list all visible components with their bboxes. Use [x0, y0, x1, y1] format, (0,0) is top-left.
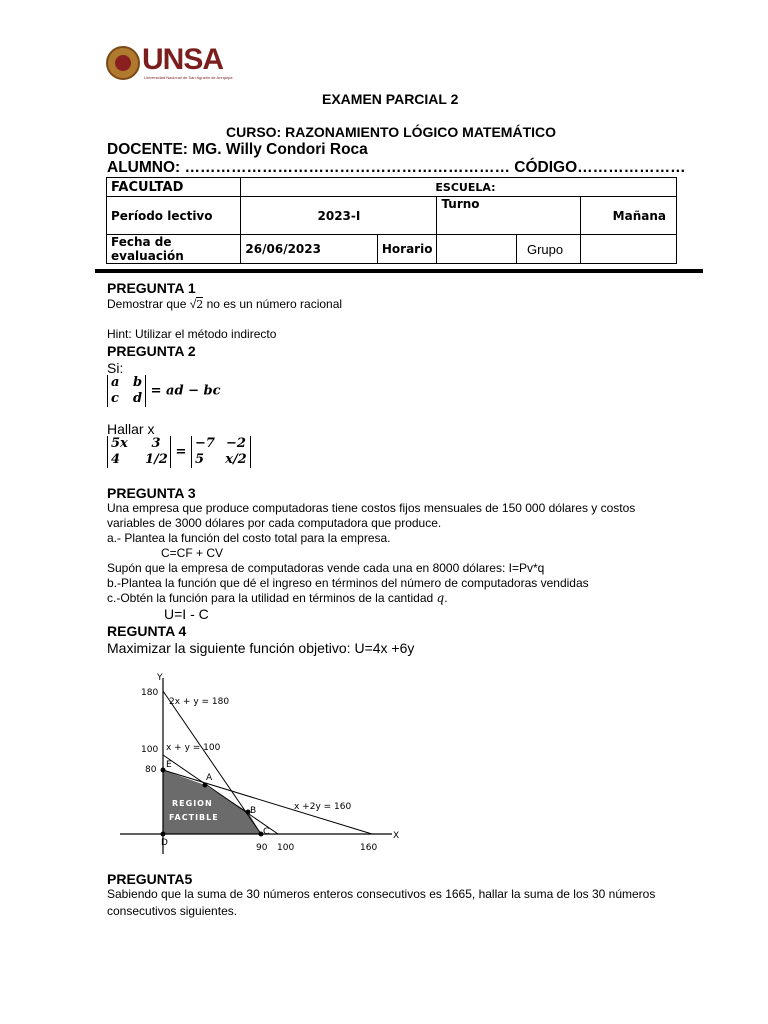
det-2x2 — [107, 375, 146, 407]
x-tick-90: 90 — [256, 843, 268, 853]
divider — [95, 269, 703, 273]
y-tick-80: 80 — [145, 765, 157, 775]
q3-line5: Supón que la empresa de computadoras vende cada una en 8000 dólares: I=Pv*q — [107, 561, 545, 575]
m-b: b — [133, 375, 143, 390]
q3-line3: a.- Plantea la función del costo total para la empresa. — [107, 531, 391, 545]
q1-title: PREGUNTA 1 — [107, 280, 196, 296]
q5-title: PREGUNTA5 — [107, 871, 193, 887]
label-point-b: B — [250, 806, 257, 816]
q3-line6: b.-Plantea la función que dé el ingreso en términos del número de computadoras vendidas — [107, 576, 589, 590]
exam-title: EXAMEN PARCIAL 2 — [322, 91, 459, 107]
graph-svg — [110, 668, 410, 858]
turno-label: Turno — [437, 197, 581, 235]
r22: x/2 — [225, 452, 247, 467]
label-point-a: A — [206, 773, 213, 783]
y-tick-180: 180 — [141, 688, 159, 698]
unsa-logo — [104, 43, 233, 84]
r21: 5 — [194, 452, 205, 467]
q4-title: REGUNTA 4 — [107, 623, 187, 639]
periodo-label: Período lectivo — [107, 197, 241, 235]
point-d — [161, 832, 166, 837]
q4-text: Maximizar la siguiente función objetivo: U=4x +6y — [107, 640, 415, 656]
equals: = — [175, 444, 187, 460]
label-point-d: D — [161, 838, 168, 848]
r12: −2 — [225, 436, 246, 451]
label-line1: 2x + y = 180 — [169, 697, 230, 707]
q2-definition — [107, 375, 221, 407]
q3-line8: U=I - C — [164, 606, 209, 622]
x-tick-160: 160 — [360, 843, 378, 853]
m-d: d — [133, 391, 143, 406]
horario-label: Horario — [377, 235, 437, 264]
q1-hint: Hint: Utilizar el método indirecto — [107, 327, 277, 341]
q1-text-before: Demostrar que — [107, 297, 190, 311]
q2-si: Si: — [107, 360, 124, 376]
right-det — [191, 436, 251, 468]
q3-line2: variables de 3000 dólares por cada computadora que produce. — [107, 516, 442, 530]
q1-text-after: no es un número racional — [203, 297, 343, 311]
turno-value: Mañana — [581, 197, 677, 235]
point-a — [203, 783, 208, 788]
r11: −7 — [194, 436, 215, 451]
y-axis-label: Y — [157, 673, 163, 683]
q3-var-q: q — [436, 591, 445, 605]
q3-line7 — [107, 591, 448, 605]
x-tick-100: 100 — [277, 843, 295, 853]
q2-equation — [107, 436, 251, 468]
label-point-e: E — [166, 760, 172, 770]
teacher-line: DOCENTE: MG. Willy Condori Roca — [107, 141, 368, 158]
m-a: a — [111, 375, 120, 390]
q3-title: PREGUNTA 3 — [107, 485, 196, 501]
horario-value — [437, 235, 517, 264]
x-axis-label: X — [393, 831, 400, 841]
feasible-region-graph — [110, 668, 410, 858]
fecha-value: 26/06/2023 — [241, 235, 377, 264]
periodo-value: 2023-I — [241, 197, 437, 235]
l12: 3 — [151, 436, 161, 451]
q5-line2: consecutivos siguientes. — [107, 904, 238, 918]
grupo-value — [581, 235, 677, 264]
l22: 1/2 — [145, 452, 168, 467]
q3-line7-end: . — [444, 591, 448, 605]
label-line2: x + y = 100 — [166, 743, 221, 753]
def-rhs: = ad − bc — [150, 383, 221, 399]
course-title: CURSO: RAZONAMIENTO LÓGICO MATEMÁTICO — [226, 124, 557, 140]
q2-hallar: Hallar x — [107, 421, 155, 437]
region-label-1: REGION — [172, 799, 213, 808]
facultad-label: FACULTAD — [107, 178, 241, 197]
point-e — [161, 768, 166, 773]
grupo-label: Grupo — [516, 235, 580, 264]
region-label-2: FACTIBLE — [169, 813, 219, 822]
y-tick-100: 100 — [141, 745, 159, 755]
escuela-label: ESCUELA: — [241, 178, 677, 197]
q2-title: PREGUNTA 2 — [107, 343, 196, 359]
q3-line7-text: c.-Obtén la función para la utilidad en términos de la cantidad — [107, 591, 437, 605]
fecha-label: Fecha de evaluación — [107, 235, 241, 264]
left-det — [107, 436, 171, 468]
m-c: c — [111, 391, 119, 406]
sqrt-radicand: 2 — [196, 298, 204, 311]
l21: 4 — [111, 452, 121, 467]
q3-line1: Una empresa que produce computadoras tiene costos fijos mensuales de 150 000 dólares y costos — [107, 501, 636, 515]
university-seal-icon — [106, 46, 140, 80]
label-line3: x +2y = 160 — [294, 802, 352, 812]
q3-line4: C=CF + CV — [161, 546, 224, 560]
student-line: ALUMNO: ……………………………………………………… CÓDIGO………………… — [107, 159, 686, 176]
label-point-c: C — [263, 827, 270, 837]
q1-statement — [107, 297, 342, 311]
logo-name: UNSA — [142, 43, 224, 76]
sqrt-sign: √ — [189, 297, 197, 311]
l11: 5x — [111, 436, 128, 451]
q5-line1: Sabiendo que la suma de 30 números enteros consecutivos es 1665, hallar la suma de los 30 números — [107, 887, 656, 901]
info-table — [106, 177, 677, 264]
logo-subtitle: Universidad Nacional de San Agustín de Arequipa — [144, 75, 233, 80]
